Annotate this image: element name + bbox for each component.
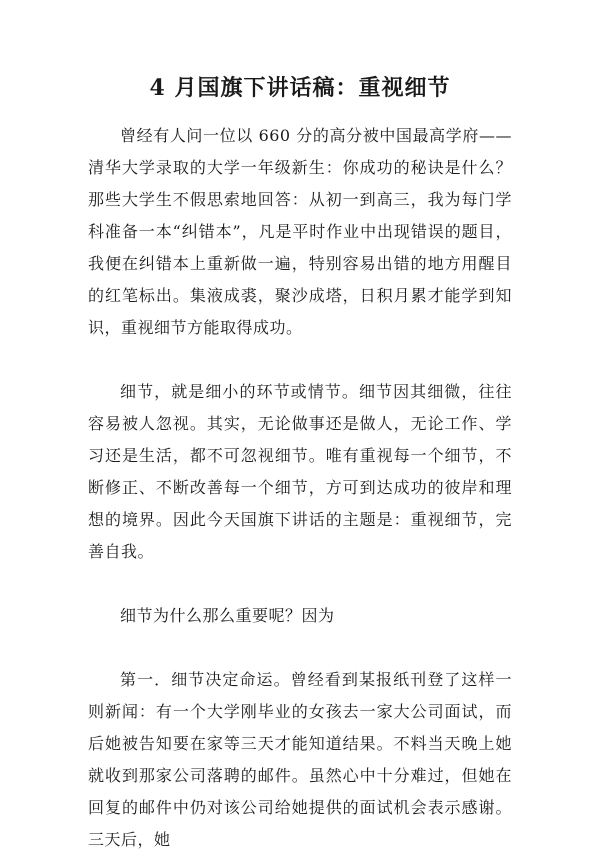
paragraph-spacer <box>88 344 512 376</box>
paragraph-2: 细节，就是细小的环节或情节。细节因其细微，往往容易被人忽视。其实，无论做事还是做人，无论工作、学习还是生活，都不可忽视细节。唯有重视每一个细节，不断修正、不断改善每一个细节，方可到达成功的彼岸和理想的境界。因此今天国旗下讲话的主题是：重视细节，完善自我。 <box>88 382 512 561</box>
paragraph-4: 第一．细节决定命运。曾经看到某报纸刊登了这样一则新闻：有一个大学刚毕业的女孩去一家大公司面试，而后她被告知要在家等三天才能知道结果。不料当天晚上她就收到那家公司落聘的邮件。虽然心中十分难过，但她在回复的邮件中仍对该公司给她提供的面试机会表示感谢。三天后，她 <box>88 670 512 849</box>
document-title: 4 月国旗下讲话稿：重视细节 <box>149 75 451 101</box>
paragraph-spacer <box>88 632 512 664</box>
paragraph-3: 细节为什么那么重要呢？因为 <box>120 606 335 625</box>
paragraph-1: 曾经有人问一位以 660 分的高分被中国最高学府——清华大学录取的大学一年级新生：你成功的秘诀是什么？那些大学生不假思索地回答：从初一到高三，我为每门学科准备一本“纠错本”，凡是平时作业中出现错误的题目，我便在纠错本上重新做一遍，特别容易出错的地方用醒目的红笔标出。集液成裘，聚沙成塔，日积月累才能学到知识，重视细节方能取得成功。 <box>88 126 512 337</box>
paragraph-spacer <box>88 568 512 600</box>
